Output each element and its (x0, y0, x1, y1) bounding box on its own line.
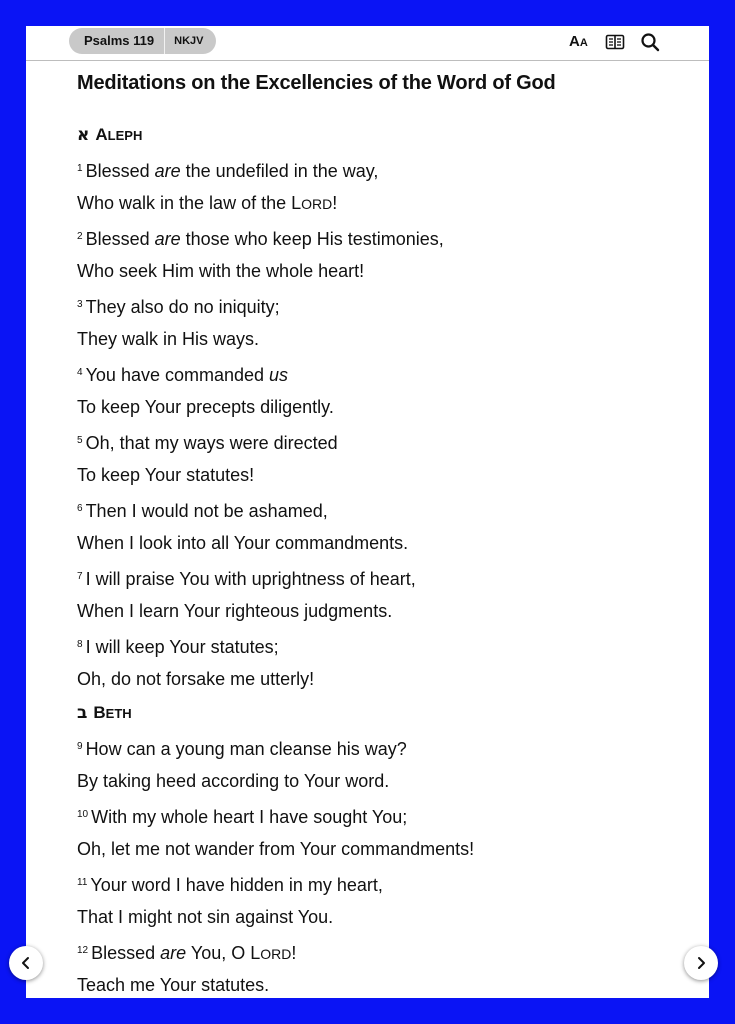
verse-number: 8 (77, 639, 83, 650)
verse-number: 12 (77, 945, 89, 956)
verse-number: 7 (77, 571, 83, 582)
verse-line: $^{12}$ Blessed are You, O LORD! (77, 943, 297, 963)
verse-line: Oh, do not forsake me utterly! (77, 669, 315, 689)
book-open-icon[interactable] (605, 32, 625, 52)
hebrew-letter: ב (77, 703, 88, 723)
chevron-right-icon (694, 956, 708, 970)
verse-number: 1 (77, 163, 83, 174)
verse-line: Who seek Him with the whole heart! (77, 261, 365, 281)
verse-line: That I might not sin against You. (77, 907, 334, 927)
verse-line: To keep Your precepts diligently. (77, 397, 334, 417)
version-button[interactable]: NKJV (174, 35, 204, 47)
verse-line: $^6$ Then I would not be ashamed, (77, 501, 328, 521)
chapter-version-selector (69, 28, 216, 54)
verse-line: $^4$ You have commanded us (77, 365, 289, 385)
verse-line: $^9$ How can a young man cleanse his way? (77, 739, 407, 759)
verse-line: $^5$ Oh, that my ways were directed (77, 433, 338, 453)
verse-line: $^7$ I will praise You with uprightness of heart, (77, 569, 416, 589)
verse-line: Who walk in the law of the LORD! (77, 193, 338, 213)
verse-line: Teach me Your statutes. (77, 975, 270, 995)
text-size-icon[interactable]: AA (569, 33, 588, 50)
verse-number: 9 (77, 741, 83, 752)
previous-chapter-button[interactable] (9, 946, 43, 980)
reader-page (26, 26, 709, 998)
book-chapter-button[interactable]: Psalms 119 (69, 28, 165, 54)
verse-line: $^2$ Blessed are those who keep His testimonies, (77, 229, 444, 249)
chevron-left-icon (19, 956, 33, 970)
verse-line: When I learn Your righteous judgments. (77, 601, 393, 621)
verse-number: 6 (77, 503, 83, 514)
verse-number: 2 (77, 231, 83, 242)
verse-line: $^3$ They also do no iniquity; (77, 297, 280, 317)
top-toolbar (26, 26, 709, 61)
verse-number: 10 (77, 809, 89, 820)
next-chapter-button[interactable] (684, 946, 718, 980)
verse-line: $^{11}$ Your word I have hidden in my heart, (77, 875, 383, 895)
section-heading-beth: ב BETH (77, 703, 132, 723)
verse-line: Oh, let me not wander from Your commandments! (77, 839, 475, 859)
verse-number: 4 (77, 367, 83, 378)
search-icon[interactable] (640, 32, 660, 52)
verse-line: To keep Your statutes! (77, 465, 255, 485)
section-title: Meditations on the Excellencies of the Word of God (77, 72, 556, 94)
chapter-content (77, 69, 687, 998)
verse-number: 3 (77, 299, 83, 310)
hebrew-letter: א (77, 125, 90, 145)
section-heading-aleph: א ALEPH (77, 125, 143, 145)
verse-number: 11 (77, 877, 88, 888)
verse-line: When I look into all Your commandments. (77, 533, 409, 553)
verse-line: $^{10}$ With my whole heart I have sought You; (77, 807, 408, 827)
verse-line: $^8$ I will keep Your statutes; (77, 637, 279, 657)
verse-line: By taking heed according to Your word. (77, 771, 390, 791)
verse-line: They walk in His ways. (77, 329, 260, 349)
verse-number: 5 (77, 435, 83, 446)
verse-line: $^1$ Blessed are the undefiled in the way, (77, 161, 379, 181)
